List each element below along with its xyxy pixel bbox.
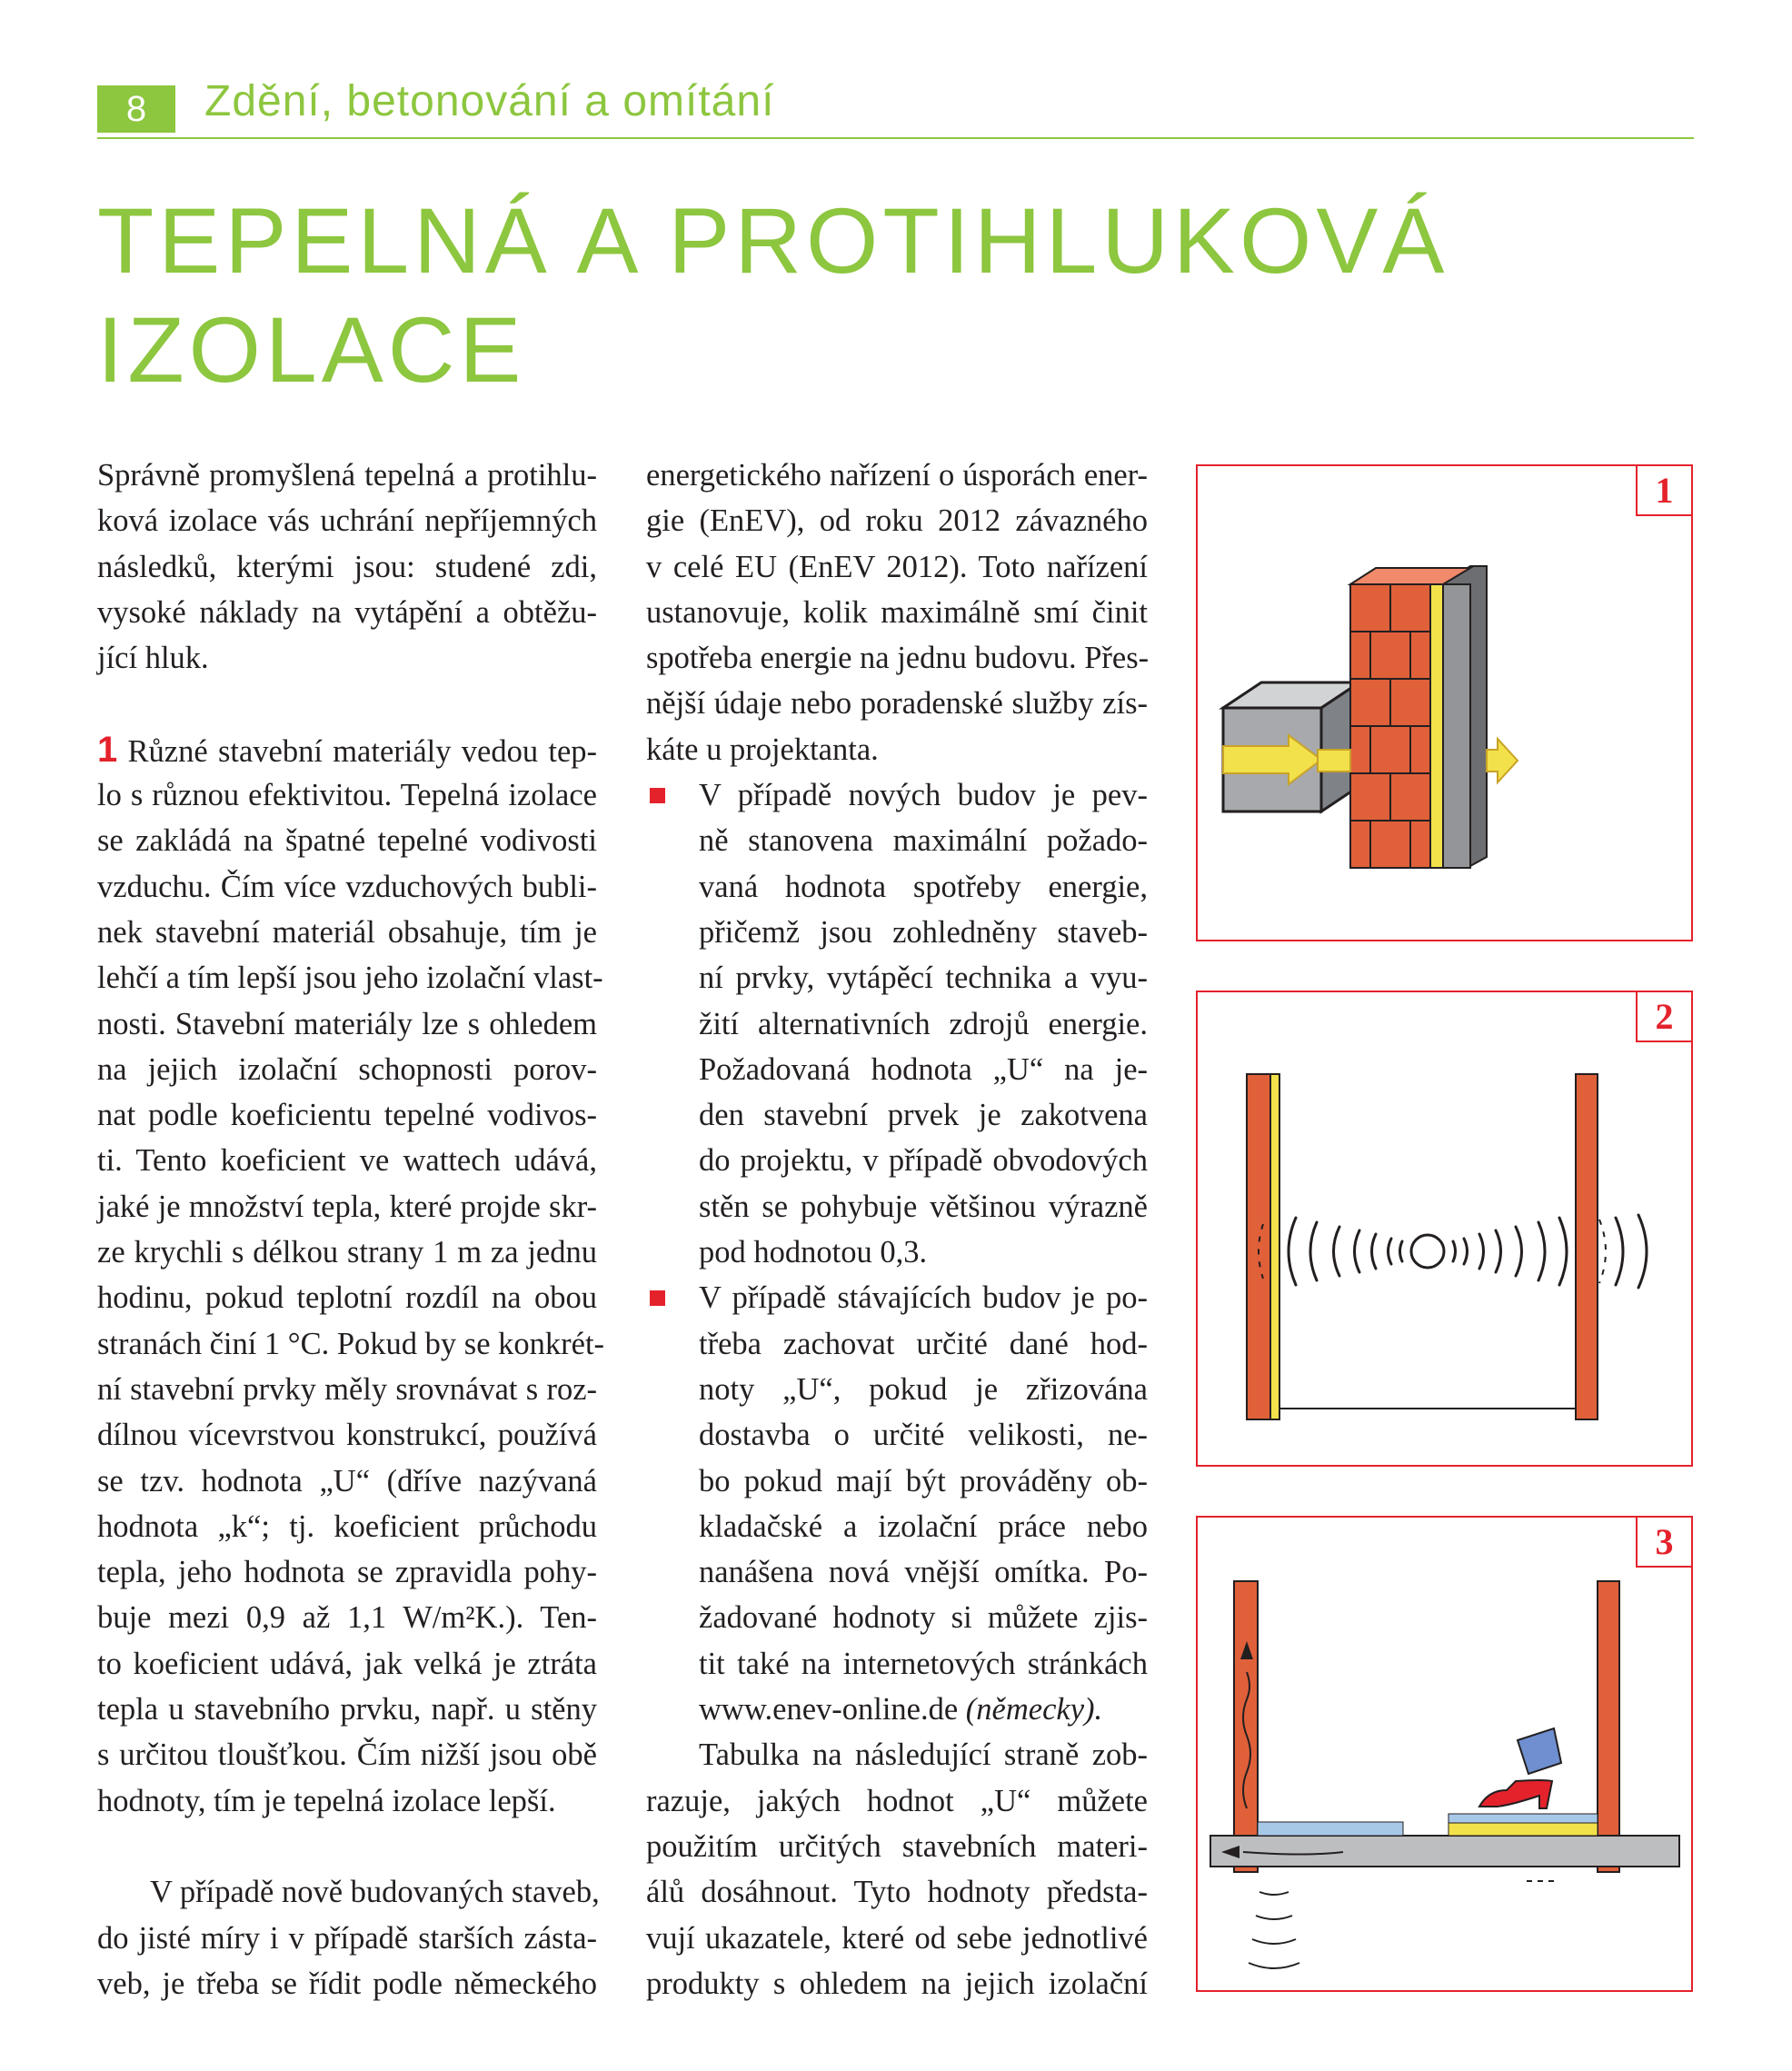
figure-1-illustration	[1198, 466, 1695, 943]
text-line: v celé EU (EnEV 2012). Toto nařízení	[646, 549, 1148, 584]
bullet-new-buildings	[646, 772, 1148, 1275]
link-note: (německy).	[965, 1692, 1103, 1727]
text-line: ní stavební prvky měly srovnávat s roz-	[97, 1371, 597, 1407]
chapter-title: Zdění, betonování a omítání	[204, 77, 775, 125]
text-line: vaná hodnota spotřeby energie,	[699, 869, 1148, 904]
text-line: se tzv. hodnota „U“ (dříve nazývaná	[97, 1463, 597, 1498]
text-line: nanášena nová vnější omítka. Po-	[699, 1555, 1148, 1590]
text-line: jící hluk.	[97, 641, 209, 676]
page-title-line2: IZOLACE	[97, 298, 526, 402]
figure-3-illustration	[1198, 1518, 1695, 1994]
text-line: nat podle koeficientu tepelné vodivos-	[97, 1098, 597, 1133]
text-line: razuje, jakých hodnot „U“ můžete	[646, 1783, 1148, 1818]
figure-2	[1196, 991, 1693, 1467]
page-title-line1: TEPELNÁ A PROTIHLUKOVÁ	[97, 189, 1449, 293]
text-line: hodnota „k“; tj. koeficient průchodu	[97, 1508, 597, 1544]
text-line: veb, je třeba se řídit podle německého	[97, 1966, 597, 2001]
text-line: na jejich izolační schopnosti porov-	[97, 1051, 597, 1087]
text-line: álů dosáhnout. Tyto hodnoty předsta-	[646, 1875, 1148, 1910]
text-line: Tabulka na následující straně zob-	[699, 1737, 1148, 1773]
text-line: třeba zachovat určité dané hod-	[699, 1326, 1148, 1361]
text-line: tepla u stavebního prvku, např. u stěny	[97, 1692, 597, 1727]
text-line: ková izolace vás uchrání nepříjemných	[97, 503, 597, 539]
text-line: přičemž jsou zohledněny staveb-	[699, 914, 1148, 950]
text-line: dostavba o určité velikosti, ne-	[699, 1418, 1148, 1453]
text-line: do projektu, v případě obvodových	[699, 1143, 1148, 1179]
continued-paragraph	[646, 453, 1148, 772]
text-line: ustanovuje, kolik maximálně smí činit	[646, 594, 1148, 630]
text-line: produkty s ohledem na jejich izolační	[646, 1966, 1148, 2001]
text-line: nější údaje nebo poradenské služby zís-	[646, 686, 1148, 722]
page-number: 8	[125, 89, 147, 129]
outro-paragraph	[97, 1869, 600, 2006]
text-line: žití alternativních zdrojů energie.	[699, 1006, 1148, 1041]
text-line: V případě nových budov je pev-	[699, 778, 1148, 813]
text-line: to koeficient udává, jak velká je ztráta	[97, 1646, 597, 1681]
text-line: V případě nově budovaných staveb,	[150, 1875, 600, 1910]
section-first-line: Různé stavební materiály vedou tep-	[127, 733, 598, 769]
text-line: V případě stávajících budov je po-	[699, 1280, 1148, 1316]
text-column-2	[646, 453, 1148, 2006]
bullet-square-icon	[650, 788, 665, 803]
text-line: káte u projektanta.	[646, 732, 879, 767]
text-line: s určitou tloušťkou. Čím nižší jsou obě	[97, 1737, 597, 1773]
figure-label: 3	[1636, 1516, 1693, 1568]
text-line: kladačské a izolační práce nebo	[699, 1508, 1148, 1544]
text-line: použitím určitých stavebních materi-	[646, 1828, 1148, 1864]
figure-label: 2	[1636, 991, 1693, 1042]
text-line: nosti. Stavební materiály lze s ohledem	[97, 1006, 597, 1041]
text-line: pod hodnotou 0,3.	[699, 1235, 928, 1270]
text-line: stranách činí 1 °C. Pokud by se konkrét-	[97, 1326, 605, 1361]
text-line: tit také na internetových stránkách	[699, 1646, 1148, 1681]
text-line: Požadovaná hodnota „U“ na je-	[699, 1051, 1148, 1087]
text-line: den stavební prvek je zakotvena	[699, 1098, 1148, 1133]
text-line: Správně promyšlená tepelná a protihlu-	[97, 458, 597, 493]
text-line: ze krychli s délkou strany 1 m za jednu	[97, 1235, 597, 1270]
text-line: se zakládá na špatné tepelné vodivosti	[97, 823, 597, 859]
text-line: žadované hodnoty si můžete zjis-	[699, 1600, 1148, 1636]
section-number: 1	[97, 729, 118, 770]
text-line: ti. Tento koeficient ve wattech udává,	[97, 1143, 597, 1179]
figure-1	[1196, 464, 1693, 941]
text-line: vzduchu. Čím více vzduchových bubli-	[97, 869, 597, 904]
text-line: tepla, jeho hodnota se zpravidla pohy-	[97, 1555, 597, 1590]
text-line: bo pokud mají být prováděny ob-	[699, 1463, 1148, 1498]
text-line: jaké je množství tepla, které projde skr-	[97, 1189, 597, 1224]
text-line: ní prvky, vytápěcí technika a vyu-	[699, 961, 1148, 996]
bullet-existing-buildings	[646, 1275, 1148, 1732]
text-line: hodinu, pokud teplotní rozdíl na obou	[97, 1280, 597, 1316]
text-line: noty „U“, pokud je zřizována	[699, 1371, 1148, 1407]
intro-paragraph	[97, 453, 597, 681]
figure-label: 1	[1636, 464, 1693, 516]
text-line: spotřeba energie na jednu budovu. Přes-	[646, 641, 1150, 676]
text-line: hodnoty, tím je tepelná izolace lepší.	[97, 1783, 556, 1818]
text-line: vují ukazatele, které od sebe jednotlivé	[646, 1920, 1148, 1956]
page-title	[97, 186, 1449, 404]
section-1-paragraph	[97, 727, 605, 1824]
text-line: nek stavební materiál obsahuje, tím je	[97, 914, 597, 950]
enev-link[interactable]: www.enev-online.de	[699, 1692, 959, 1727]
text-line: do jisté míry i v případě starších zásta-	[97, 1920, 597, 1956]
text-line: následků, kterými jsou: studené zdi,	[97, 549, 597, 584]
text-line: stěn se pohybuje většinou výrazně	[699, 1189, 1148, 1224]
text-line	[97, 727, 597, 772]
text-line	[699, 1687, 1148, 1732]
text-line: buje mezi 0,9 až 1,1 W/m²K.). Ten-	[97, 1600, 597, 1636]
text-line: gie (EnEV), od roku 2012 závazného	[646, 503, 1148, 539]
text-line: ně stanovena maximální požado-	[699, 823, 1148, 859]
figure-3	[1196, 1516, 1693, 1992]
text-line: lo s různou efektivitou. Tepelná izolace	[97, 778, 597, 813]
bullet-square-icon	[650, 1290, 665, 1306]
text-line: vysoké náklady na vytápění a obtěžu-	[97, 594, 597, 630]
closing-paragraph	[646, 1732, 1148, 2006]
text-line: energetického nařízení o úsporách ener-	[646, 458, 1148, 493]
header-rule	[97, 137, 1694, 139]
text-line: lehčí a tím lepší jsou jeho izolační vlast-	[97, 961, 603, 996]
text-column-1	[97, 453, 605, 2006]
text-line: dílnou vícevrstvou konstrukcí, používá	[97, 1418, 597, 1453]
figure-2-illustration	[1198, 992, 1695, 1469]
